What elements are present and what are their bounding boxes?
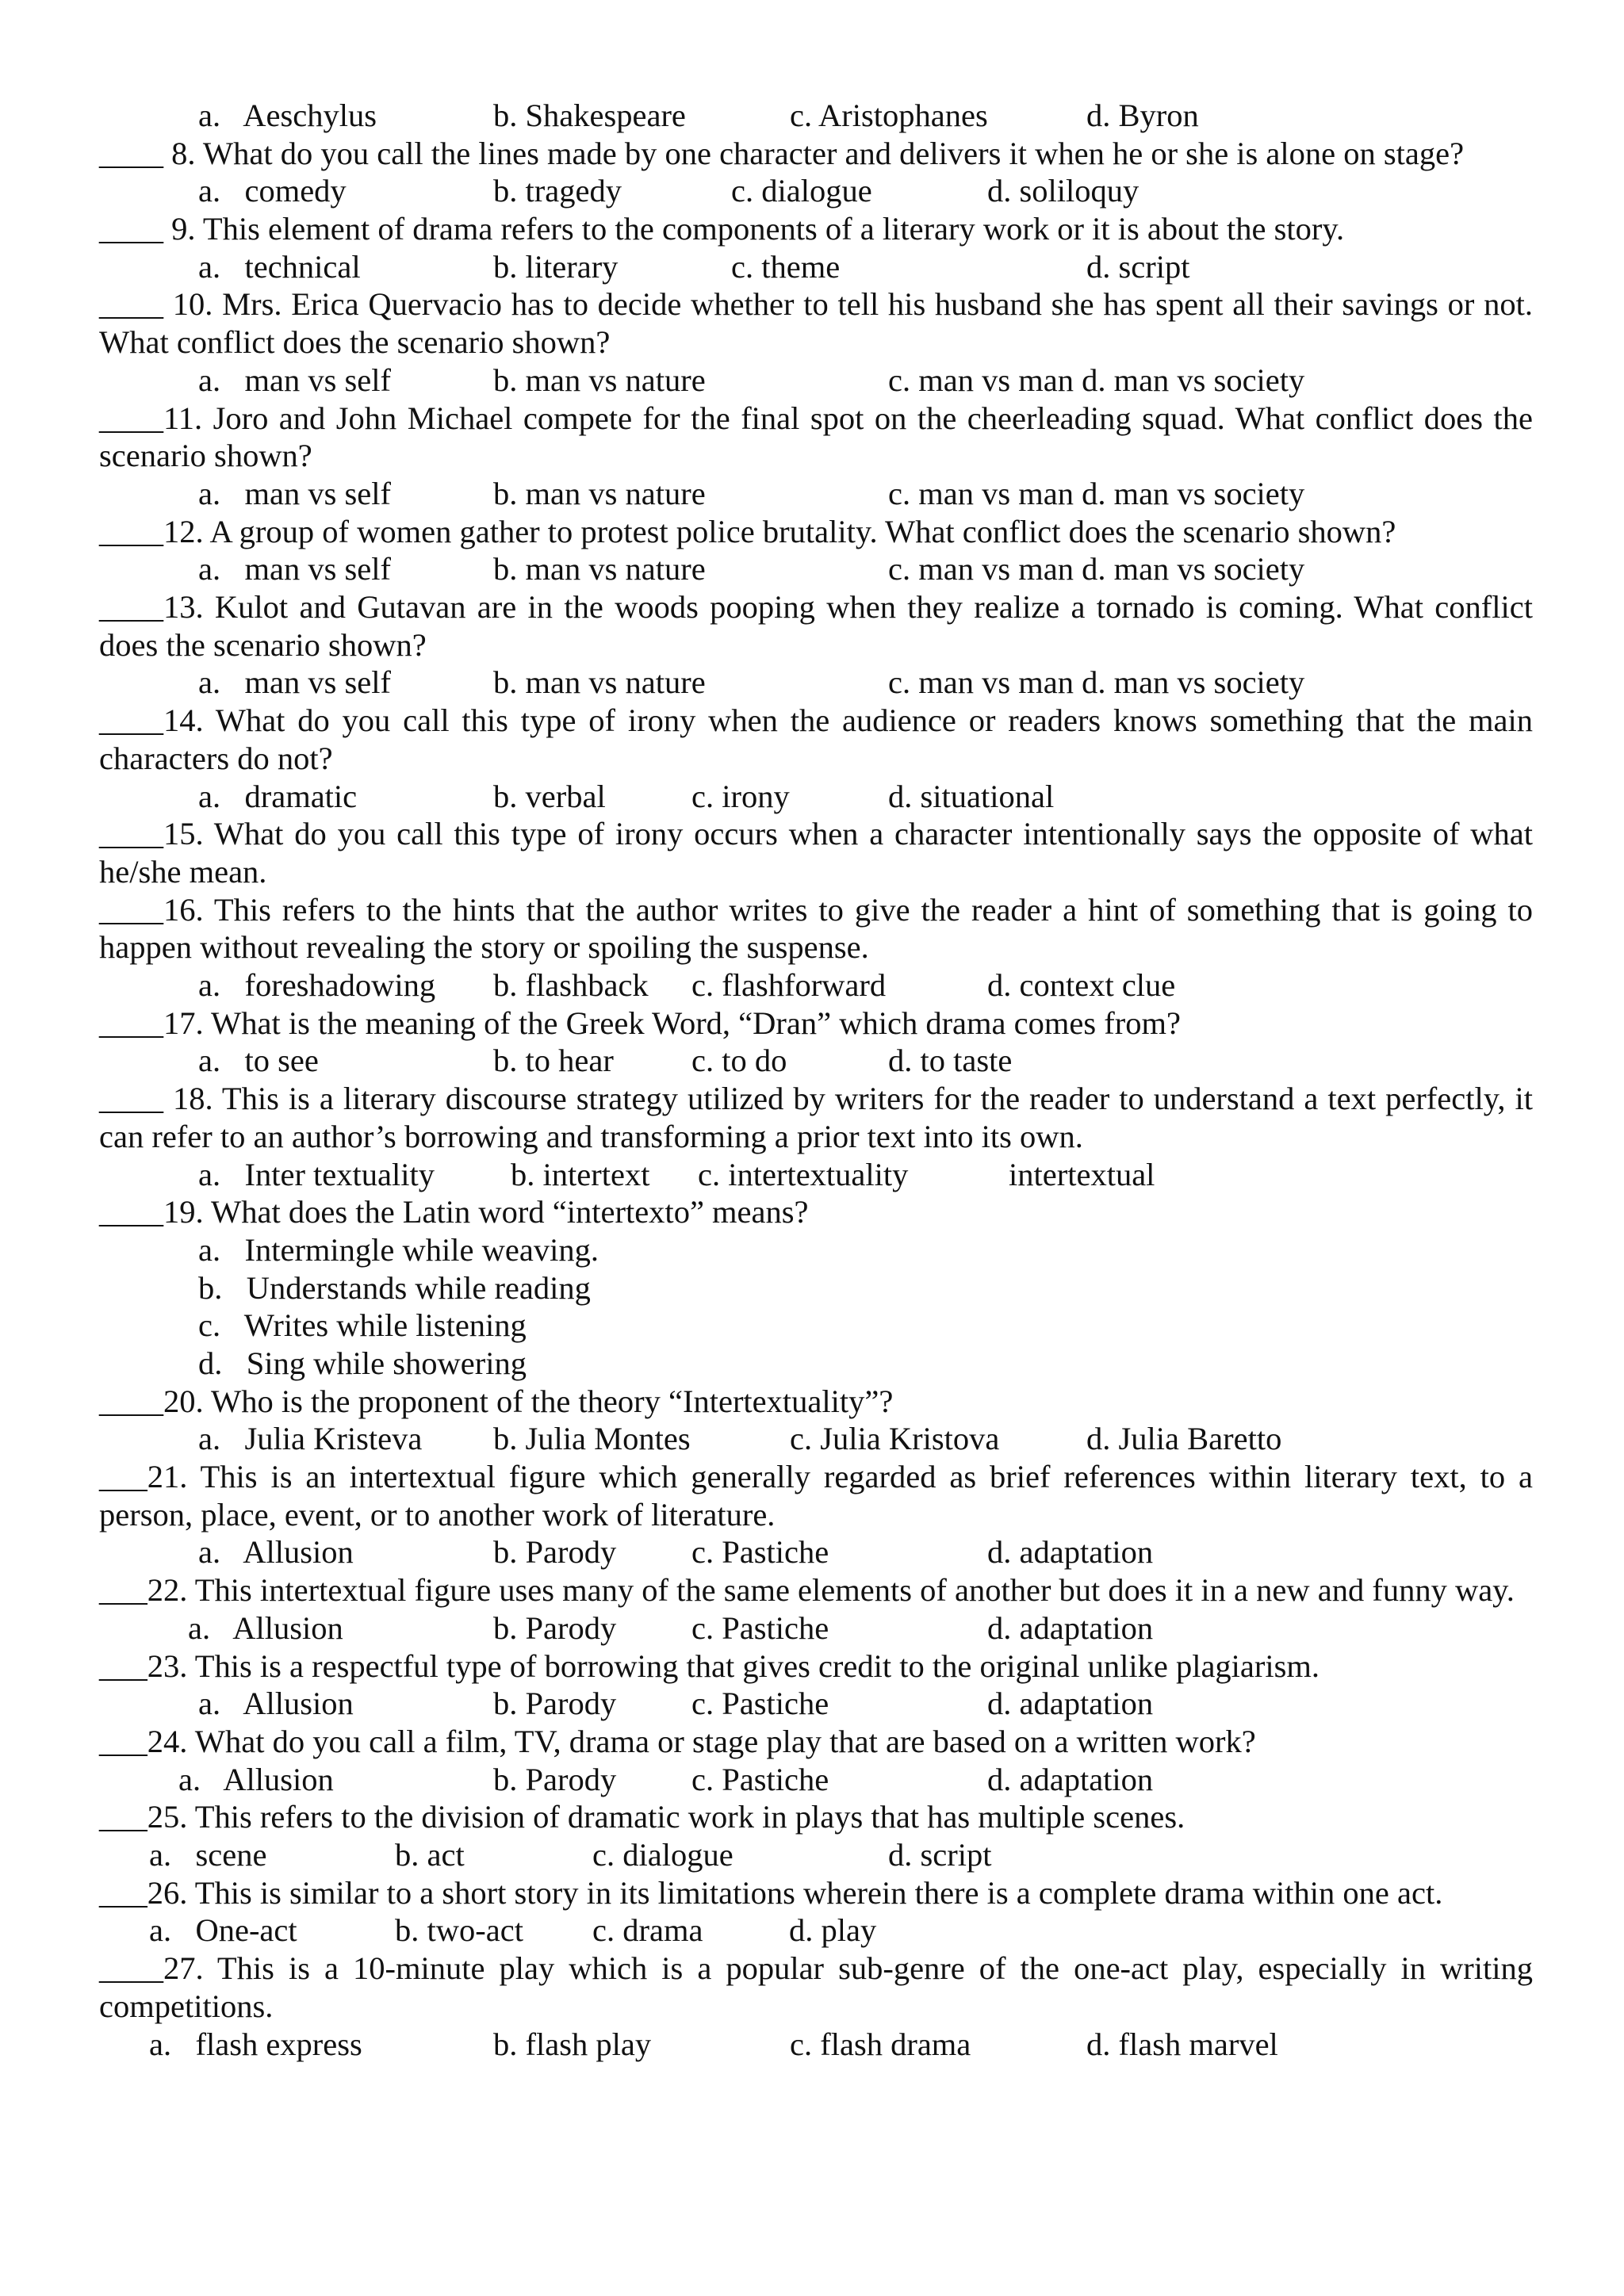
- question-12: ____12. A group of women gather to protest police brutality. What conflict does the scenario shown?: [99, 513, 1396, 549]
- option-d: d. script: [888, 1837, 992, 1873]
- option-a: a. flash express: [149, 2026, 362, 2062]
- question-20: ____20. Who is the proponent of the theory “Intertextuality”?: [99, 1383, 894, 1419]
- option-b: b. two-act: [395, 1912, 523, 1949]
- question-8: ____ 8. What do you call the lines made by one character and delivers it when he or she is alone on stage?: [99, 135, 1465, 171]
- options-q22: [99, 1609, 1533, 1647]
- option-a: a. man vs self: [198, 475, 391, 511]
- option-a: a. man vs self: [198, 551, 391, 587]
- option-c-d: c. man vs man d. man vs society: [888, 551, 1305, 587]
- question-26: ___26. This is similar to a short story in its limitations wherein there is a complete drama within one act.: [99, 1874, 1443, 1911]
- option-d: d. Julia Baretto: [1086, 1421, 1282, 1457]
- options-q14: [99, 778, 1533, 816]
- option-b: b. flashback: [493, 967, 649, 1004]
- option-b: b. to hear: [493, 1043, 614, 1079]
- options-q19: [99, 1231, 1533, 1383]
- option-d: d. adaptation: [987, 1534, 1154, 1571]
- question-16: ____16. This refers to the hints that the author writes to give the reader a hint of something that is going to happen without revealing the story or spoiling the suspense.: [99, 891, 1533, 966]
- option-d: d. soliloquy: [987, 173, 1139, 209]
- option-d: d. Sing while showering: [198, 1345, 527, 1381]
- question-9: ____ 9. This element of drama refers to the components of a literary work or it is about the story.: [99, 211, 1345, 247]
- option-d: intertextual: [1009, 1156, 1155, 1192]
- option-a: a. Allusion: [178, 1761, 334, 1797]
- options-q26: [99, 1911, 1533, 1950]
- options-q9: [99, 248, 1533, 286]
- option-b: b. act: [395, 1837, 465, 1873]
- option-b: b. tragedy: [493, 173, 622, 209]
- options-q16: [99, 966, 1533, 1004]
- options-q12: [99, 550, 1533, 588]
- option-c: c. drama: [592, 1912, 703, 1949]
- option-b: b. Parody: [493, 1534, 617, 1571]
- options-q23: [99, 1685, 1533, 1723]
- option-b: b. intertext: [511, 1156, 650, 1192]
- option-a: a. dramatic: [198, 778, 358, 814]
- options-q25: [99, 1836, 1533, 1874]
- question-19: ____19. What does the Latin word “intertexto” means?: [99, 1194, 809, 1230]
- option-c: c. Pastiche: [691, 1609, 829, 1646]
- question-13: ____13. Kulot and Gutavan are in the woods pooping when they realize a tornado is coming. What conflict does the scenario shown?: [99, 589, 1533, 663]
- option-b: b. man vs nature: [493, 551, 706, 587]
- option-b: b. man vs nature: [493, 664, 706, 701]
- option-c-d: c. man vs man d. man vs society: [888, 362, 1305, 398]
- option-b: b. Parody: [493, 1761, 617, 1797]
- option-c: c. flashforward: [691, 967, 887, 1004]
- options-q17: [99, 1042, 1533, 1080]
- option-c: c. Aristophanes: [790, 98, 988, 133]
- option-a: a. One-act: [149, 1912, 297, 1949]
- option-c: c. Pastiche: [691, 1686, 829, 1722]
- option-c: c. to do: [691, 1043, 787, 1079]
- option-c-d: c. man vs man d. man vs society: [888, 664, 1305, 701]
- option-c: c. Pastiche: [691, 1534, 829, 1571]
- question-11: ____11. Joro and John Michael compete for the final spot on the cheerleading squad. What conflict does the scenario shown?: [99, 400, 1533, 474]
- question-21: ___21. This is an intertextual figure which generally regarded as brief references within literary text, to a person, place, event, or to another work of literature.: [99, 1459, 1533, 1533]
- option-a: a. to see: [198, 1043, 319, 1079]
- question-24: ___24. What do you call a film, TV, drama or stage play that are based on a written work?: [99, 1723, 1256, 1759]
- option-d: d. Byron: [1086, 98, 1199, 133]
- option-b: b. flash play: [493, 2026, 652, 2062]
- option-a: a. Aeschylus: [198, 98, 377, 133]
- option-a: a. Julia Kristeva: [198, 1421, 423, 1457]
- option-a: a. Allusion: [198, 1686, 354, 1722]
- option-b: b. Julia Montes: [493, 1421, 691, 1457]
- options-q10: [99, 362, 1533, 400]
- option-b: b. Understands while reading: [198, 1269, 591, 1306]
- options-q11: [99, 475, 1533, 513]
- question-15: ____15. What do you call this type of irony occurs when a character intentionally says the opposite of what he/she mean.: [99, 816, 1533, 890]
- option-c: c. dialogue: [731, 173, 872, 209]
- option-b: b. Parody: [493, 1686, 617, 1722]
- options-q24: [99, 1761, 1533, 1799]
- option-d: d. to taste: [888, 1043, 1013, 1079]
- options-q8: [99, 172, 1533, 210]
- option-b: b. Parody: [493, 1609, 617, 1646]
- options-q7: [99, 97, 1533, 135]
- question-25: ___25. This refers to the division of dramatic work in plays that has multiple scenes.: [99, 1799, 1185, 1835]
- option-c: c. Pastiche: [691, 1761, 829, 1797]
- question-14: ____14. What do you call this type of irony when the audience or readers knows something that the main characters do not?: [99, 702, 1533, 776]
- option-c: c. irony: [691, 778, 790, 814]
- option-c: c. intertextuality: [698, 1156, 909, 1192]
- question-17: ____17. What is the meaning of the Greek Word, “Dran” which drama comes from?: [99, 1004, 1181, 1041]
- option-a: a. man vs self: [198, 664, 391, 701]
- option-b: b. man vs nature: [493, 475, 706, 511]
- option-b: b. Shakespeare: [493, 98, 686, 133]
- option-a: a. Allusion: [198, 1534, 354, 1571]
- option-d: d. adaptation: [987, 1761, 1154, 1797]
- option-a: a. technical: [198, 248, 361, 285]
- question-23: ___23. This is a respectful type of borrowing that gives credit to the original unlike plagiarism.: [99, 1647, 1320, 1684]
- options-q21: [99, 1533, 1533, 1571]
- option-d: d. context clue: [987, 967, 1176, 1004]
- option-c: c. Julia Kristova: [790, 1421, 1000, 1457]
- question-18: ____ 18. This is a literary discourse strategy utilized by writers for the reader to understand a text perfectly, it can refer to an author’s borrowing and transforming a prior text into its own.: [99, 1081, 1533, 1154]
- options-q27: [99, 2026, 1533, 2064]
- options-q13: [99, 664, 1533, 702]
- option-c: c. dialogue: [592, 1837, 733, 1873]
- option-a: a. Intermingle while weaving.: [198, 1231, 599, 1268]
- option-c-d: c. man vs man d. man vs society: [888, 475, 1305, 511]
- option-c: c. theme: [731, 248, 841, 285]
- options-q18: [99, 1156, 1533, 1194]
- option-d: d. adaptation: [987, 1686, 1154, 1722]
- options-q20: [99, 1420, 1533, 1458]
- option-c: c. flash drama: [790, 2026, 971, 2062]
- option-d: d. play: [789, 1912, 877, 1949]
- question-22: ___22. This intertextual figure uses many of the same elements of another but does it in a new and funny way.: [99, 1572, 1515, 1609]
- option-a: a. comedy: [198, 173, 347, 209]
- quiz-document: [99, 97, 1533, 2063]
- option-c: c. Writes while listening: [198, 1307, 527, 1344]
- option-a: a. Allusion: [188, 1609, 343, 1646]
- option-b: b. man vs nature: [493, 362, 706, 398]
- option-a: a. scene: [149, 1837, 267, 1873]
- option-d: d. adaptation: [987, 1609, 1154, 1646]
- option-b: b. literary: [493, 248, 619, 285]
- question-27: ____27. This is a 10-minute play which is a popular sub-genre of the one-act play, especially in writing competitions.: [99, 1950, 1533, 2024]
- option-d: d. script: [1086, 248, 1190, 285]
- option-a: a. foreshadowing: [198, 967, 436, 1004]
- question-10: ____ 10. Mrs. Erica Quervacio has to decide whether to tell his husband she has spent all their savings or not. What conflict does the scenario shown?: [99, 286, 1533, 361]
- option-d: d. flash marvel: [1086, 2026, 1278, 2062]
- option-b: b. verbal: [493, 778, 606, 814]
- option-a: a. Inter textuality: [198, 1156, 435, 1192]
- option-a: a. man vs self: [198, 362, 391, 398]
- option-d: d. situational: [888, 778, 1055, 814]
